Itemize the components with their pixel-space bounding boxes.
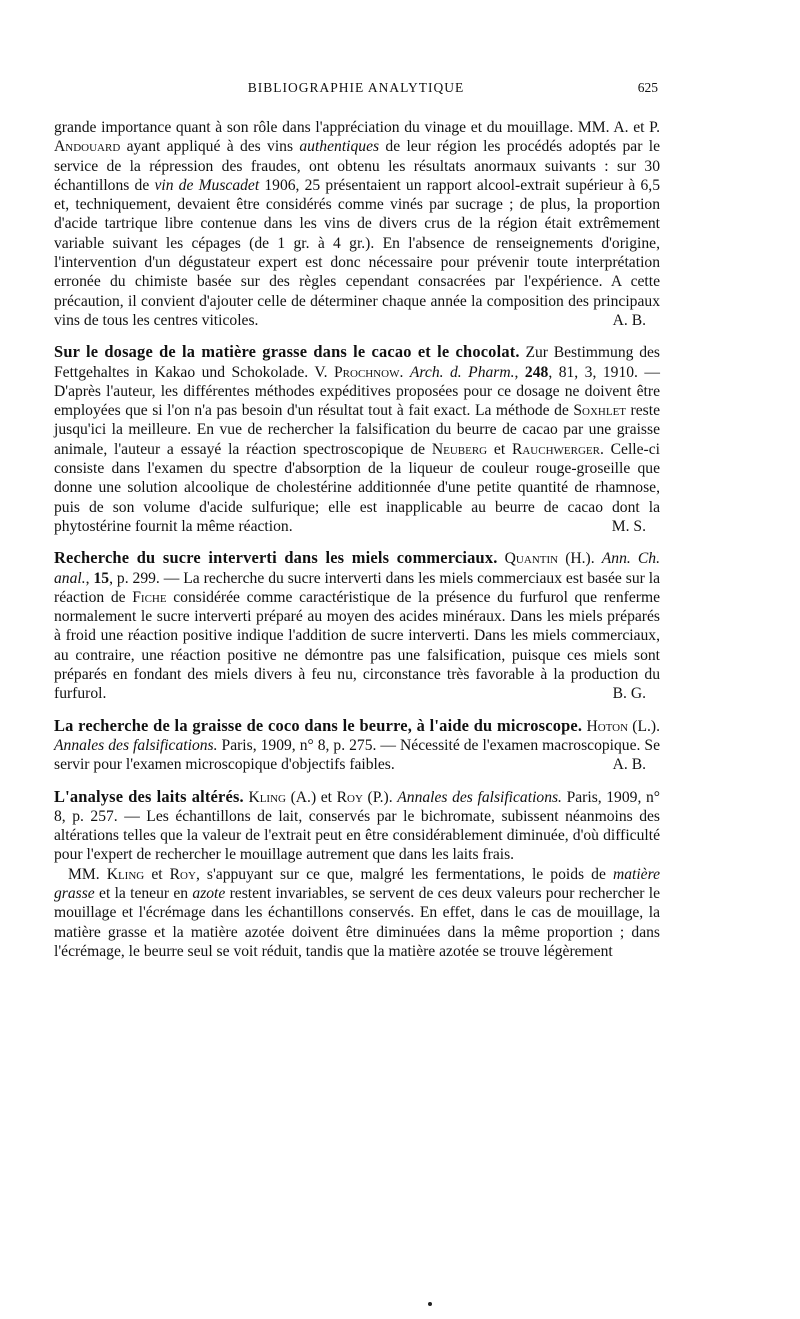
author-name: Quantin [504, 550, 559, 568]
text-run [498, 550, 505, 567]
entry-title: Sur le dosage de la matière grasse dans le cacao et le chocolat. [54, 342, 520, 362]
continued-paragraph [54, 118, 660, 330]
text-run: , p. 299. — La recherche du sucre interverti dans les miels commerciaux est basée sur la réaction de [54, 569, 661, 606]
author-name: Rauchwerger [511, 440, 600, 458]
text-run: 1906, 25 présentaient un rapport alcool-extrait supérieur à 6,5 et, techniquement, devaient être considérés comme vinés par sucrage ; de plus, la proportion d'acide tartrique libre contenue dans les vins de divers crus de la région était extrêmement variable suivant les cépages (de 1 gr. à 4 gr.). En l'absence de renseignements d'origine, l'intervention d'un dégustateur expert est donc nécessaire pour prévenir toute interprétation erronée du chimiste basée sur des règles cependant consacrées par l'expérience. A cette précaution, il convient d'ajouter celle de déterminer chaque année la composition des principaux vins de tous les centres viticoles. [54, 176, 660, 329]
text-run: (P.). [362, 788, 398, 806]
text-run: . [399, 363, 410, 381]
text-run: MM. [68, 865, 107, 883]
signature: A. B. [612, 311, 646, 329]
text-run: , s'appuyant sur ce que, malgré les fermentations, le poids de [195, 865, 613, 883]
text-run: , 81, 3, 1910. — D'après l'auteur, les différentes méthodes expéditives proposées pour ce dosage ne doivent être employées que si l'on n'a pas besoin d'un résultat tout à fait exact. La méthode de [54, 363, 661, 420]
author-name: Prochnow [333, 363, 400, 381]
journal-name: Arch. d. Pharm. [409, 363, 515, 381]
print-mark [428, 1302, 432, 1306]
text-run: et [144, 865, 170, 883]
text-run: (A.) et [285, 788, 337, 806]
signature: A. B. [612, 756, 646, 774]
author-name: Andouard [54, 138, 121, 156]
author-name: Fiche [132, 588, 167, 606]
journal-name: Ann. Ch. anal. [54, 550, 660, 587]
text-run: . Celle-ci consiste dans l'examen du spectre d'absorption de la liqueur de couleur rouge-groseille que donne une solution alcoolique de cholestérine additionnée d'une petite quantité de rhamnose, puis de son volume d'acide sulfurique; elle est inapplicable au beurre de cacao dont la phytostérine fournit la même réaction. [54, 440, 660, 535]
abstract-entry-laits [54, 787, 660, 865]
running-title: BIBLIOGRAPHIE ANALYTIQUE [247, 80, 465, 95]
text-run: (L.). [628, 717, 660, 735]
text-run: (H.). [558, 550, 602, 568]
abstract-entry-coco [54, 716, 660, 775]
volume-number: 248 [524, 363, 549, 381]
page-body [54, 118, 660, 961]
page-number: 625 [637, 80, 658, 95]
entry-title: L'analyse des laits altérés. [54, 786, 244, 806]
text-run: et la teneur en [94, 884, 193, 902]
entry-title: Recherche du sucre interverti dans les miels commerciaux. [54, 548, 498, 568]
emphasis: vin de Muscadet [154, 176, 260, 194]
text-run: , [85, 569, 94, 587]
volume-number: 15 [93, 569, 110, 587]
abstract-entry-cacao [54, 342, 660, 536]
text-run: reste jusqu'ici la meilleure. En vue de rechercher la falsification du beurre de cacao par une graisse animale, l'auteur a essayé la réaction spectroscopique de [54, 402, 660, 458]
author-name: Neuberg [431, 440, 488, 458]
text-run: de leur région les procédés adoptés par le service de la répression des fraudes, ont obtenu les résultats anormaux suivants : sur 30 échantillons de [54, 138, 660, 194]
author-name: Roy [169, 865, 196, 883]
text-run: ayant appliqué à des vins [120, 138, 300, 156]
journal-name: Annales des falsifications. [54, 736, 218, 754]
signature: M. S. [611, 517, 646, 535]
running-header [54, 80, 658, 102]
author-name: Roy [336, 788, 363, 806]
text-run: Paris, 1909, n° 8, p. 257. — Les échantillons de lait, conservés par le bichromate, subissent néanmoins des altérations telles que la valeur de l'extrait peut en être considérablement diminuée, d'où difficulté pour l'expert de rechercher le mouillage autrement que dans les laits frais. [54, 788, 660, 864]
text-run: considérée comme caractéristique de la présence du furfurol que renferme normalement le sucre interverti préparé au moyen des acides minéraux. Dans les miels préparés à froid une réaction positive indique l'addition de sucre interverti. Dans les miels commerciaux, au contraire, une réaction positive ne démontre pas une falsification, puisque ces miels sont préparés en fondant des miels divers à feu nu, circonstance très favorable à la production du furfurol. [54, 588, 660, 703]
text-run: grande importance quant à son rôle dans l'appréciation du vinage et du mouillage. MM. A. et P. [54, 119, 660, 136]
author-name: Kling [248, 788, 286, 806]
continuation-paragraph [54, 865, 660, 961]
abstract-entry-miels [54, 548, 660, 703]
emphasis: matière grasse [54, 865, 660, 902]
emphasis: authentiques [299, 138, 380, 156]
author-name: Hoton [586, 717, 629, 735]
text-run: et [487, 440, 512, 458]
journal-name: Annales des falsifications. [397, 788, 562, 806]
text-run: Zur Bestimmung des Fettgehaltes in Kakao und Schokolade. V. [54, 344, 660, 381]
entry-title: La recherche de la graisse de coco dans le beurre, à l'aide du microscope. [54, 715, 583, 735]
text-run: Paris, 1909, n° 8, p. 275. — Nécessité de l'examen macroscopique. Se servir pour l'examen microscopique d'objectifs faibles. [54, 736, 661, 774]
emphasis: azote [192, 884, 226, 902]
text-run: restent invariables, se servent de ces deux valeurs pour rechercher le mouillage et l'écrémage dans les échantillons conservés. En effet, dans le cas de mouillage, la matière grasse et la matière azotée doivent être diminuées dans la même proportion ; dans l'écrémage, le beurre seul se voit réduit, tandis que la matière azotée se trouve légèrement [54, 884, 660, 960]
author-name: Kling [106, 865, 145, 883]
text-run: , [514, 363, 525, 381]
signature: B. G. [612, 685, 646, 703]
author-name: Soxhlet [573, 402, 627, 420]
